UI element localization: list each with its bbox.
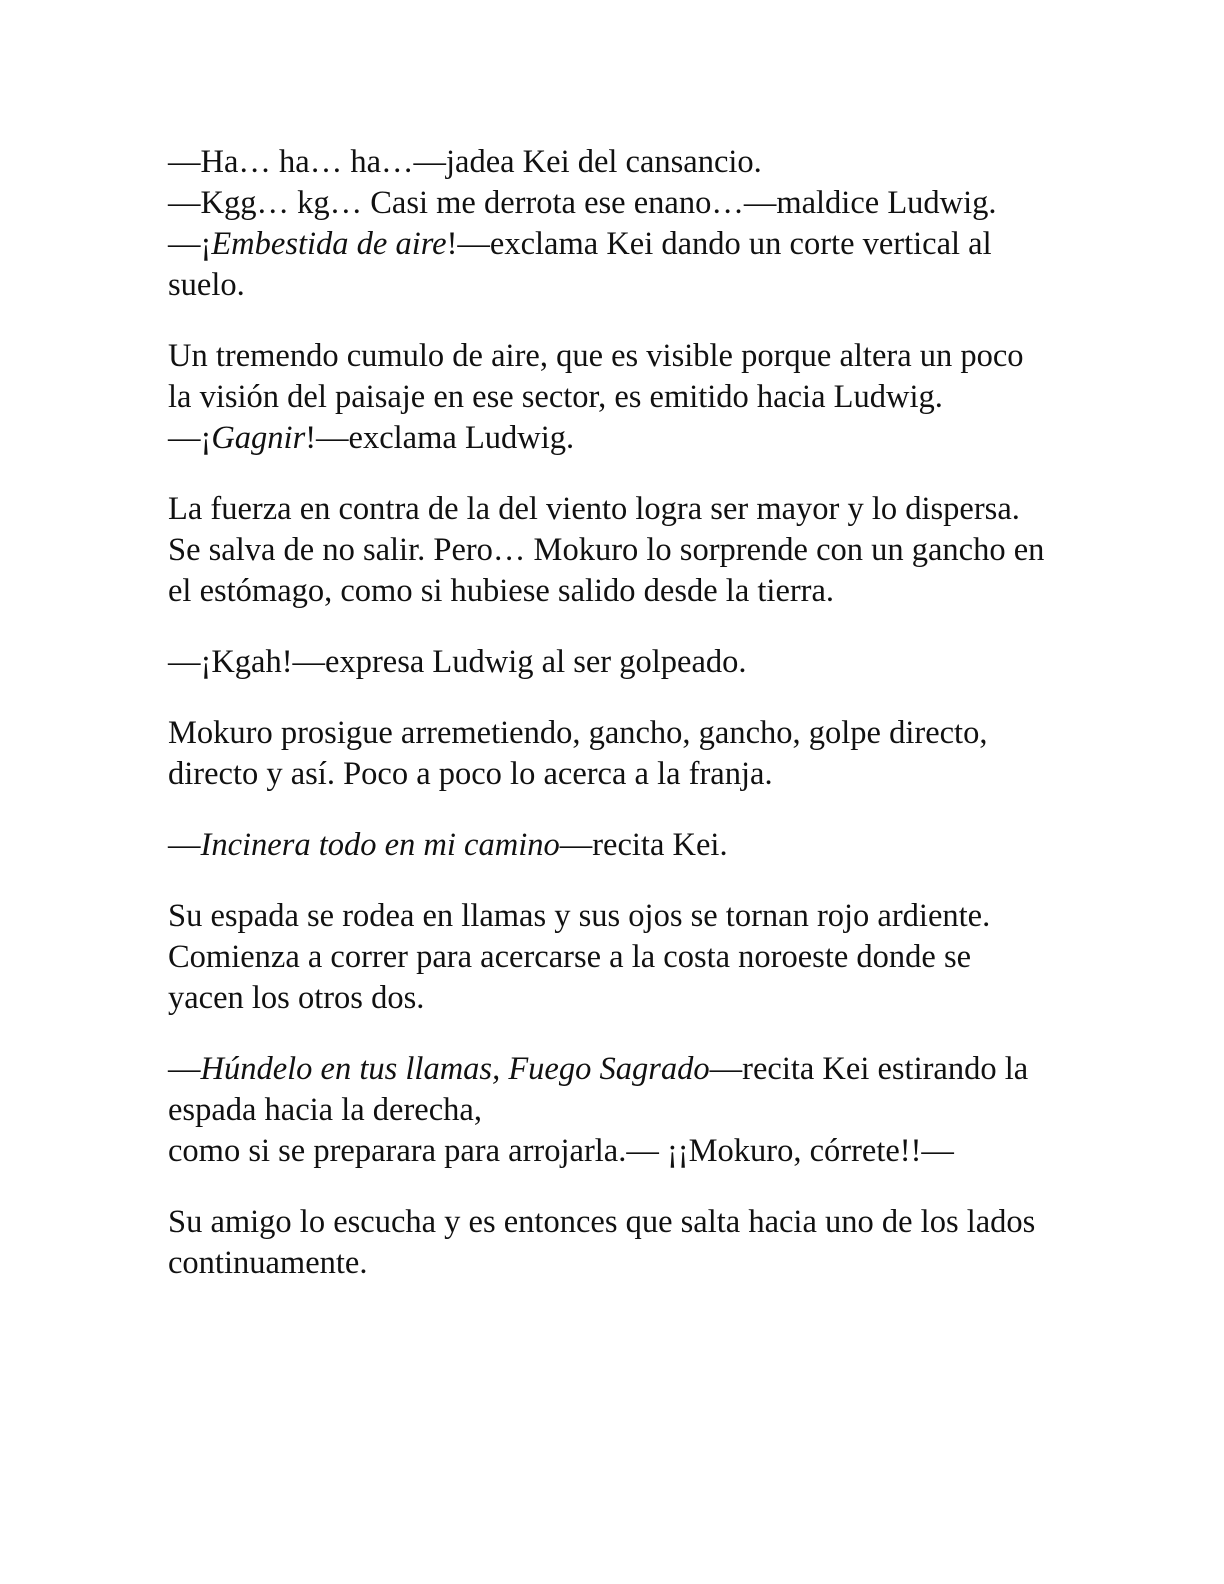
italic-text-run: Húndelo en tus llamas, Fuego Sagrado: [200, 1051, 710, 1087]
document-page: [168, 142, 1048, 1284]
text-run: —¡Kgah!—expresa Ludwig al ser golpeado.: [168, 644, 747, 680]
paragraph: [168, 1202, 1048, 1284]
text-run: —Ha… ha… ha…—jadea Kei del cansancio.: [168, 144, 762, 180]
paragraph: [168, 336, 1048, 418]
text-run: Un tremendo cumulo de aire, que es visible porque altera un poco la visión del paisaje en ese sector, es emitido hacia Ludwig.: [168, 338, 1024, 415]
text-run: La fuerza en contra de la del viento logra ser mayor y lo dispersa. Se salva de no salir. Pero… Mokuro lo sorprende con un gancho en el estómago, como si hubiese salido desde la tierra.: [168, 491, 1045, 609]
paragraph: [168, 183, 1048, 224]
paragraph: [168, 1049, 1048, 1131]
text-run: —recita Kei.: [559, 827, 728, 863]
paragraph: [168, 713, 1048, 795]
italic-text-run: Incinera todo en mi camino: [200, 827, 560, 863]
paragraph: [168, 489, 1048, 612]
italic-text-run: Gagnir: [211, 420, 306, 456]
paragraph: [168, 1131, 1048, 1172]
text-run: —¡: [168, 420, 212, 456]
paragraph: [168, 418, 1048, 459]
text-run: Su espada se rodea en llamas y sus ojos se tornan rojo ardiente. Comienza a correr para acercarse a la costa noroeste donde se yacen los otros dos.: [168, 898, 991, 1016]
text-run: Mokuro prosigue arremetiendo, gancho, gancho, golpe directo, directo y así. Poco a poco lo acerca a la franja.: [168, 715, 988, 792]
paragraph: [168, 142, 1048, 183]
italic-text-run: Embestida de aire: [211, 226, 447, 262]
paragraph: [168, 825, 1048, 866]
text-run: —: [168, 827, 201, 863]
paragraph: [168, 642, 1048, 683]
text-run: !—exclama Kei dando un corte vertical al suelo.: [168, 226, 992, 303]
paragraph: [168, 224, 1048, 306]
text-run: Su amigo lo escucha y es entonces que salta hacia uno de los lados continuamente.: [168, 1204, 1036, 1281]
text-run: —Kgg… kg… Casi me derrota ese enano…—maldice Ludwig.: [168, 185, 997, 221]
paragraph: [168, 896, 1048, 1019]
text-run: !—exclama Ludwig.: [305, 420, 575, 456]
text-run: —: [168, 1051, 201, 1087]
text-run: como si se preparara para arrojarla.— ¡¡Mokuro, córrete!!—: [168, 1133, 954, 1169]
text-run: —¡: [168, 226, 212, 262]
text-run: —recita Kei estirando la espada hacia la derecha,: [168, 1051, 1029, 1128]
